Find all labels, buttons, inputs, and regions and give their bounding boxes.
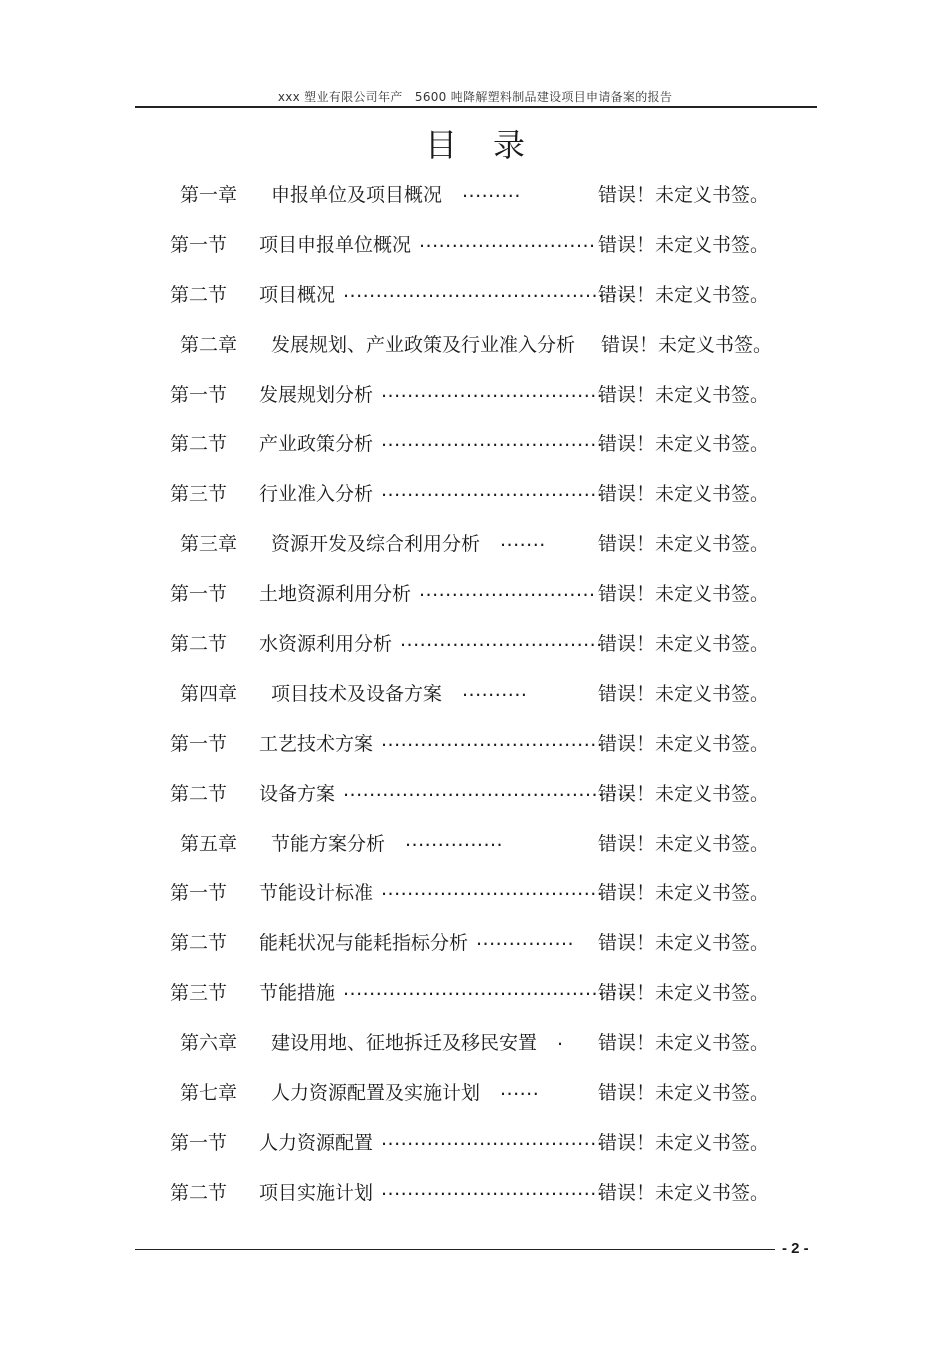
toc-entry-page-ref: 错误！未定义书签。 — [598, 583, 770, 606]
toc-section-entry[interactable] — [0, 916, 950, 966]
toc-chapter-entry[interactable] — [0, 168, 950, 218]
toc-entry-number: 第二节 — [170, 932, 228, 955]
toc-entry-title: 行业准入分析 — [259, 483, 374, 506]
toc-entry-page-ref: 错误！未定义书签。 — [598, 533, 770, 556]
toc-section-entry[interactable] — [0, 567, 950, 617]
toc-entry-number: 第六章 — [180, 1032, 238, 1055]
toc-entry-page-ref: 错误！未定义书签。 — [601, 333, 773, 356]
toc-entry-leader: . — [557, 1028, 564, 1051]
toc-chapter-entry[interactable] — [0, 318, 950, 368]
toc-entry-page-ref: 错误！未定义书签。 — [598, 283, 770, 306]
toc-entry-page-ref: 错误！未定义书签。 — [598, 383, 770, 406]
toc-entry-leader: ............................................ — [343, 778, 631, 801]
toc-entry-number: 第四章 — [180, 682, 238, 705]
toc-list — [0, 168, 950, 1216]
toc-section-entry[interactable] — [0, 617, 950, 667]
toc-entry-page-ref: 错误！未定义书签。 — [598, 184, 770, 206]
toc-entry-page-ref: 错误！未定义书签。 — [598, 782, 770, 805]
toc-entry-number: 第二节 — [170, 782, 228, 805]
toc-entry-title: 发展规划、产业政策及行业准入分析 — [271, 333, 576, 356]
toc-section-entry[interactable] — [0, 1116, 950, 1166]
toc-entry-number: 第一节 — [170, 233, 228, 256]
toc-entry-leader: ............................................ — [343, 279, 631, 302]
toc-entry-page-ref: 错误！未定义书签。 — [598, 1131, 770, 1154]
toc-entry-number: 第一节 — [170, 383, 228, 406]
toc-entry-page-ref: 错误！未定义书签。 — [598, 233, 770, 256]
toc-entry-title: 节能措施 — [259, 982, 336, 1005]
toc-entry-leader: .......... — [462, 678, 528, 701]
toc-entry-leader: .................................. — [381, 728, 604, 751]
toc-section-entry[interactable] — [0, 1166, 950, 1216]
toc-section-entry[interactable] — [0, 368, 950, 418]
toc-entry-page-ref: 错误！未定义书签。 — [598, 633, 770, 656]
toc-entry-leader: ............... — [476, 928, 575, 951]
toc-section-entry[interactable] — [0, 717, 950, 767]
toc-section-entry[interactable] — [0, 866, 950, 916]
toc-chapter-entry[interactable] — [0, 1066, 950, 1116]
toc-entry-leader: .................................. — [381, 1177, 604, 1200]
toc-entry-number: 第二节 — [170, 633, 228, 656]
toc-section-entry[interactable] — [0, 467, 950, 517]
toc-entry-page-ref: 错误！未定义书签。 — [598, 1181, 770, 1204]
toc-entry-title: 能耗状况与能耗指标分析 — [259, 932, 469, 955]
toc-entry-title: 设备方案 — [259, 782, 336, 805]
toc-entry-number: 第二章 — [180, 333, 238, 356]
toc-section-entry[interactable] — [0, 417, 950, 467]
toc-entry-number: 第七章 — [180, 1082, 238, 1105]
toc-entry-page-ref: 错误！未定义书签。 — [598, 882, 770, 905]
toc-chapter-entry[interactable] — [0, 1016, 950, 1066]
page-number: - 2 - — [782, 1240, 809, 1257]
toc-entry-leader: ......... — [462, 180, 521, 202]
toc-entry-page-ref: 错误！未定义书签。 — [598, 932, 770, 955]
toc-entry-title: 发展规划分析 — [259, 383, 374, 406]
toc-entry-leader: .................................. — [381, 1127, 604, 1150]
toc-entry-title: 资源开发及综合利用分析 — [271, 533, 481, 556]
toc-entry-number: 第一节 — [170, 583, 228, 606]
toc-entry-page-ref: 错误！未定义书签。 — [598, 832, 770, 855]
toc-entry-title: 土地资源利用分析 — [259, 583, 412, 606]
toc-entry-title: 产业政策分析 — [259, 433, 374, 456]
toc-entry-leader: ....... — [500, 529, 546, 552]
toc-chapter-entry[interactable] — [0, 517, 950, 567]
footer-divider — [135, 1249, 775, 1250]
toc-entry-title: 申报单位及项目概况 — [271, 184, 443, 206]
toc-entry-leader: ............................................ — [343, 978, 631, 1001]
toc-entry-title: 建设用地、征地拆迁及移民安置 — [271, 1032, 538, 1055]
toc-entry-number: 第三节 — [170, 483, 228, 506]
toc-entry-title: 人力资源配置及实施计划 — [271, 1082, 481, 1105]
toc-section-entry[interactable] — [0, 767, 950, 817]
toc-entry-page-ref: 错误！未定义书签。 — [598, 1082, 770, 1105]
toc-chapter-entry[interactable] — [0, 667, 950, 717]
toc-entry-number: 第二节 — [170, 283, 228, 306]
toc-entry-number: 第三章 — [180, 533, 238, 556]
toc-entry-title: 工艺技术方案 — [259, 732, 374, 755]
toc-entry-number: 第一章 — [180, 184, 238, 206]
toc-entry-leader: .................................. — [381, 379, 604, 402]
toc-entry-leader: ............... — [405, 828, 504, 851]
toc-entry-page-ref: 错误！未定义书签。 — [598, 1032, 770, 1055]
toc-entry-leader: ...... — [500, 1078, 540, 1101]
toc-entry-title: 项目申报单位概况 — [259, 233, 412, 256]
toc-entry-leader: .................................. — [381, 479, 604, 502]
toc-entry-page-ref: 错误！未定义书签。 — [598, 483, 770, 506]
toc-entry-number: 第三节 — [170, 982, 228, 1005]
toc-entry-number: 第一节 — [170, 732, 228, 755]
toc-entry-number: 第二节 — [170, 433, 228, 456]
toc-entry-title: 项目技术及设备方案 — [271, 682, 443, 705]
toc-entry-page-ref: 错误！未定义书签。 — [598, 982, 770, 1005]
toc-entry-number: 第一节 — [170, 882, 228, 905]
toc-entry-title: 节能方案分析 — [271, 832, 386, 855]
toc-entry-title: 项目实施计划 — [259, 1181, 374, 1204]
toc-entry-title: 水资源利用分析 — [259, 633, 393, 656]
toc-entry-title: 节能设计标准 — [259, 882, 374, 905]
toc-entry-leader: ........................... — [419, 229, 596, 252]
header-divider — [135, 106, 817, 108]
toc-entry-page-ref: 错误！未定义书签。 — [598, 732, 770, 755]
toc-chapter-entry[interactable] — [0, 817, 950, 867]
toc-section-entry[interactable] — [0, 268, 950, 318]
toc-section-entry[interactable] — [0, 966, 950, 1016]
toc-entry-number: 第五章 — [180, 832, 238, 855]
toc-entry-page-ref: 错误！未定义书签。 — [598, 682, 770, 705]
toc-entry-leader: ............................... — [400, 629, 603, 652]
toc-entry-leader: .................................. — [381, 878, 604, 901]
toc-entry-number: 第一节 — [170, 1131, 228, 1154]
toc-entry-number: 第二节 — [170, 1181, 228, 1204]
toc-entry-title: 人力资源配置 — [259, 1131, 374, 1154]
toc-entry-title: 项目概况 — [259, 283, 336, 306]
toc-entry-leader: ........................... — [419, 579, 596, 602]
toc-entry-leader: .................................. — [381, 429, 604, 452]
toc-section-entry[interactable] — [0, 218, 950, 268]
toc-entry-page-ref: 错误！未定义书签。 — [598, 433, 770, 456]
header-title: xxx 塑业有限公司年产 5600 吨降解塑料制品建设项目申请备案的报告 — [277, 90, 673, 104]
toc-title: 目录 — [424, 126, 561, 164]
